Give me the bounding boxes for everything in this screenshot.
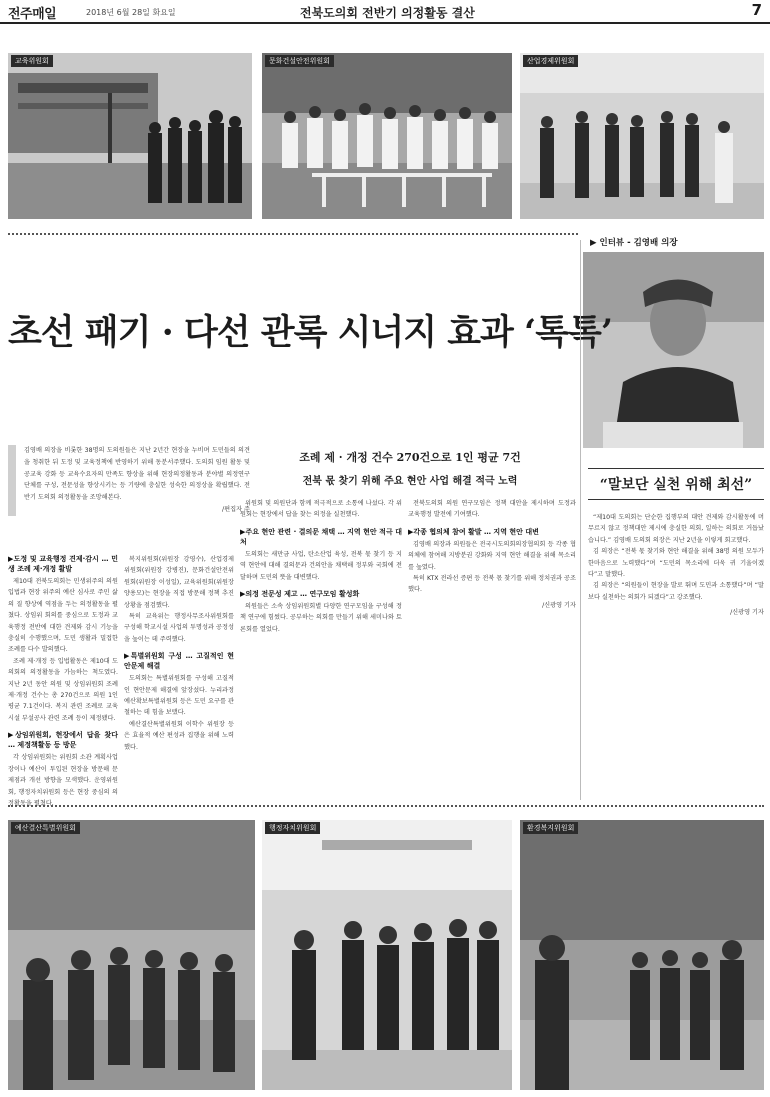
section-divider xyxy=(8,233,578,235)
body-paragraph: 김 의장은 “전북 몫 찾기와 현안 해결을 위해 38명 의원 모두가 한마음으로 노력했다”며 “도민의 목소리에 더욱 귀 기울이겠다”고 말했다. xyxy=(588,548,764,579)
newspaper-name: 전주매일 xyxy=(8,7,57,22)
section-title: 전북도의회 전반기 의정활동 결산 xyxy=(300,6,475,20)
section-heading: ▶도정 및 교육행정 견제·감시 … 민생 조례 제·개정 활발 xyxy=(8,555,118,573)
body-paragraph: 복지위원회(위원장 강영수), 산업경제위원회(위원장 강병진), 문화건설안전위원회(위원장 이성일), 교육위원회(위원장 양용모)는 현장을 직접 방문해 정책 추진 상황을 점검했다. xyxy=(124,556,234,609)
interview-column xyxy=(588,512,764,799)
photo-caption-tag: 교육위원회 xyxy=(11,55,53,67)
body-paragraph: 김 의장은 “의원들이 현장을 발로 뛰며 도민과 소통했다”며 “말보다 실천하는 의회가 되겠다”고 강조했다. xyxy=(588,582,764,601)
interview-label-text: 인터뷰 - 김영배 의장 xyxy=(599,238,678,248)
section-divider xyxy=(8,805,764,807)
page-number: 7 xyxy=(751,1,762,19)
body-paragraph: 도의회는 특별위원회를 구성해 고질적인 현안문제 해결에 앞장섰다. 누리과정 예산확보특별위원회 등은 도민 요구를 관철하는 데 힘을 보탰다. xyxy=(124,675,234,717)
editor-note: /편집자 주 xyxy=(222,505,250,513)
photo-education-committee xyxy=(8,53,252,219)
body-paragraph: 위원회 및 의원단과 함께 적극적으로 소통에 나섰다. 각 위원회는 현장에서 답을 찾는 의정을 실천했다. xyxy=(240,500,402,519)
body-paragraph: 제10대 전북도의회는 민생위주의 의원입법과 현장 위주의 예산 심사로 주민 삶의 질 향상에 역점을 두는 의정활동을 펼쳤다. 상임위 회의를 중심으로 도정과 교육행정 전반에 대한 견제와 감시 기능을 충실히 수행했으며, 도민 생활과 밀접한 조례를 다수 발의했다. xyxy=(8,578,118,654)
body-paragraph: 특히 KTX 전라선 증편 등 전북 몫 찾기를 위해 정치권과 공조했다. xyxy=(408,575,576,594)
issue-date: 2018년 6월 28일 화요일 xyxy=(86,8,176,17)
body-paragraph: 의원들은 소속 상임위원회별 다양한 연구모임을 구성해 정책 연구에 힘썼다. 공부하는 의회를 만들기 위해 세미나와 토론회를 열었다. xyxy=(240,603,402,633)
subheadline-2: 전북 몫 찾기 위해 주요 현안 사업 해결 적극 노력 xyxy=(302,476,518,487)
photo-caption-tag: 행정자치위원회 xyxy=(265,822,320,834)
body-paragraph: 조례 제·개정 등 입법활동은 제10대 도의회의 의정활동을 가늠하는 척도였다. 지난 2년 동안 의원 및 상임위원회 조례 제·개정 건수는 총 270건으로 의원 1인 평균 7.1건이다. 복지 관련 조례로 교육시설 부설공사 관련 조례 등이 제정됐다. xyxy=(8,657,118,722)
interview-headline: “말보단 실천 위해 최선” xyxy=(588,468,764,500)
photo-industry-economy-committee xyxy=(520,53,764,219)
article-column-1 xyxy=(8,554,118,807)
interview-label xyxy=(590,236,678,248)
page-header xyxy=(0,0,770,24)
section-heading: ▶주요 현안 관련 · 결의문 채택 … 지역 현안 적극 대처 xyxy=(240,527,402,546)
subheadline-1: 조례 제 · 개정 건수 270건으로 1인 평균 7건 xyxy=(299,451,521,464)
body-paragraph: 특히 교육위는 행정사무조사위원회를 구성해 학교시설 사업의 투명성과 공정성을 높이는 데 주력했다. xyxy=(124,613,234,643)
byline: /신광영 기자 xyxy=(542,601,576,609)
photo-environment-welfare-committee xyxy=(520,820,764,1090)
section-heading: ▶의정 전문성 제고 … 연구모임 활성화 xyxy=(240,590,360,599)
body-paragraph: 예산결산특별위원회 이학수 위원장 등은 효율적 예산 편성과 집행을 위해 노력했다. xyxy=(124,720,234,751)
headline: 초선 패기 · 다선 관록 시너지 효과 ‘톡톡’ xyxy=(8,312,613,353)
photo-administration-committee xyxy=(262,820,512,1090)
section-heading: ▶상임위원회, 현장에서 답을 찾다 … 제정책활동 등 방문 xyxy=(8,731,118,750)
section-heading: ▶각종 협의체 참여 활발 … 지역 현안 대변 xyxy=(408,527,539,536)
photo-caption-tag: 환경복지위원회 xyxy=(523,822,578,834)
article-column-4 xyxy=(408,498,576,799)
byline: /신광영 기자 xyxy=(730,609,764,617)
body-paragraph: 전북도의회 의원 연구모임은 정책 대안을 제시하며 도정과 교육행정 발전에 기여했다. xyxy=(408,500,576,519)
body-paragraph: “제10대 도의회는 단순한 집행부의 대안 견제와 감시활동에 머무르지 않고 정책대안 제시에 충실한 의회, 일하는 의회로 거듭났습니다.” 김영배 도의회 의장은 지난 2년을 이렇게 회고했다. xyxy=(588,514,764,544)
photo-caption-tag: 예산결산특별위원회 xyxy=(11,822,80,834)
article-column-2 xyxy=(124,554,234,799)
body-paragraph: 도의회는 새만금 사업, 탄소산업 육성, 전북 몫 찾기 등 지역 현안에 대해 결의문과 건의안을 채택해 정부와 국회에 전달하며 도민의 뜻을 대변했다. xyxy=(240,550,402,581)
section-heading: ▶특별위원회 구성 … 고질적인 현안문제 해결 xyxy=(124,652,234,671)
photo-culture-construction-committee xyxy=(262,53,512,219)
arrow-icon: ▶ xyxy=(590,238,600,248)
lead-paragraph xyxy=(8,445,250,516)
body-paragraph: 각 상임위원회는 위원회 소관 계획사업장이나 예산이 투입된 현장을 방문해 문제점과 개선 방향을 모색했다. 운영위원회, 행정자치위원회 등은 현장 중심의 의정활동을 펼쳤다. xyxy=(8,754,118,807)
article-column-3 xyxy=(240,498,402,799)
lead-text: 김영배 의장을 비롯한 38명의 도의원들은 지난 2년간 현장을 누비며 도민들의 의견을 청취한 뒤 도정 및 교육정책에 반영하기 위해 동분서주했다. 도의회 임원 활동 및 공교육 강화 등 교육수요자의 만족도 향상을 위해 현장의정활동과 분야별 의정연구단체를 구성, 전문성을 향상시키는 등 기량에 충실한 성숙한 의정상을 확립했다. 전반기 도의회 의정활동을 조망해본다. xyxy=(24,447,250,502)
body-paragraph: 김영배 의장과 의원들은 전국시도의회의장협의회 등 각종 협의체에 참여해 지방분권 강화와 지역 현안 해결을 위해 목소리를 높였다. xyxy=(408,540,576,571)
column-rule xyxy=(580,240,581,800)
photo-caption-tag: 문화건설안전위원회 xyxy=(265,55,334,67)
photo-budget-committee xyxy=(8,820,255,1090)
photo-caption-tag: 산업경제위원회 xyxy=(523,55,578,67)
